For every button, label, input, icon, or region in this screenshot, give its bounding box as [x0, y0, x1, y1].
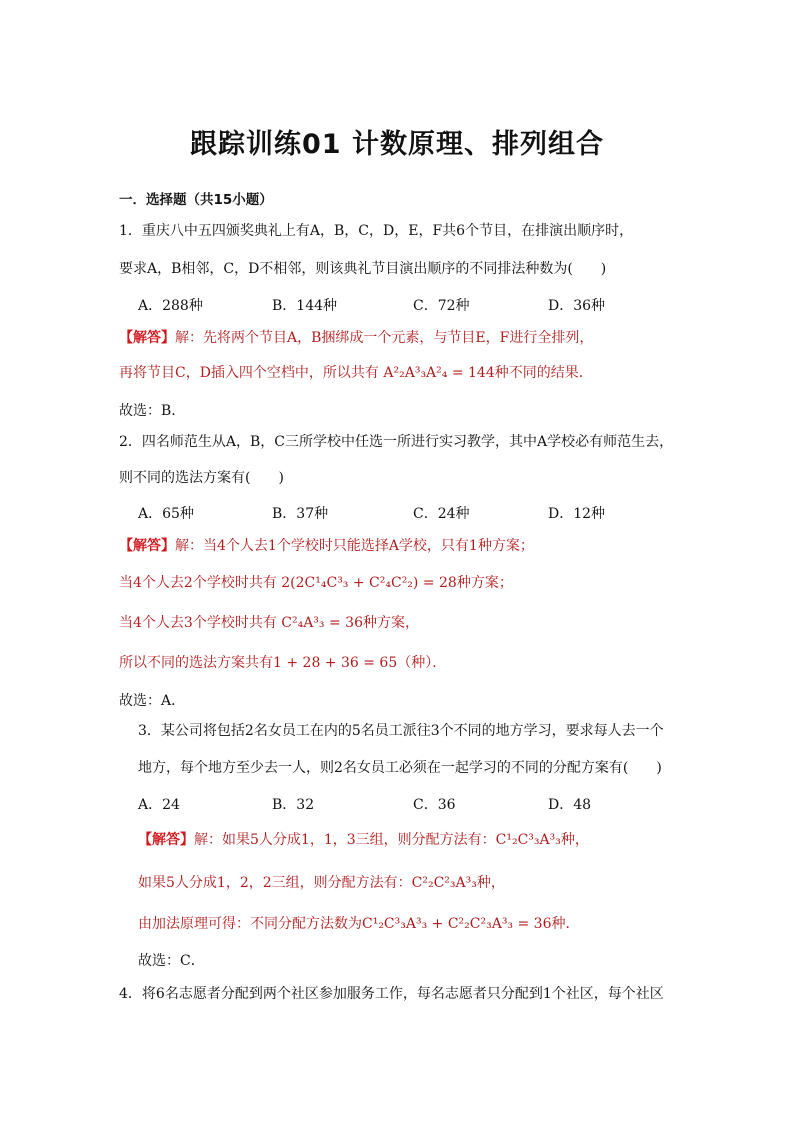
question-1-option-c: C．72种: [413, 298, 470, 314]
question-2-line-2: 则不同的选法方案有( ): [119, 470, 284, 486]
solution-text: 解：先将两个节目A，B捆绑成一个元素，与节目E，F进行全排列，: [175, 330, 594, 346]
question-3-solution-line-3: 由加法原理可得：不同分配方法数为C¹₂C³₃A³₃ + C²₂C²₃A³₃ = 36种．: [138, 916, 580, 932]
question-2-solution-line-3: 当4个人去3个学校时共有 C²₄A³₃ = 36种方案，: [119, 615, 419, 631]
question-2-solution-line-2: 当4个人去2个学校时共有 2(2C¹₄C³₃ + C²₄C²₂) = 28种方案；: [119, 575, 513, 591]
question-1-line-2: 要求A，B相邻，C，D不相邻，则该典礼节目演出顺序的不同排法种数为( ): [119, 261, 607, 277]
solution-tag: 【解答】: [138, 832, 194, 848]
question-1-answer: 故选：B．: [119, 403, 186, 419]
question-1-solution-line-1: [119, 327, 593, 347]
question-3-solution-line-1: [138, 829, 589, 849]
question-4-line-1: 4．将6名志愿者分配到两个社区参加服务工作，每名志愿者只分配到1个社区，每个社区: [119, 986, 664, 1002]
question-2-solution-line-1: [119, 535, 534, 555]
question-2-option-c: C．24种: [413, 506, 470, 522]
question-1-option-d: D．36种: [548, 298, 606, 314]
solution-text: 解：如果5人分成1，1，3三组，则分配方法有：C¹₂C³₃A³₃种，: [194, 832, 589, 848]
question-2-option-a: A．65种: [138, 506, 194, 522]
question-3-line-2: 地方，每个地方至少去一人，则2名女员工必须在一起学习的不同的分配方案有( ): [138, 760, 662, 776]
question-3-option-a: A．24: [138, 797, 180, 813]
question-2-answer: 故选：A．: [119, 693, 186, 709]
solution-tag: 【解答】: [119, 330, 175, 346]
question-3-line-1: 3．某公司将包括2名女员工在内的5名员工派往3个不同的地方学习，要求每人去一个: [138, 723, 664, 739]
question-1-solution-line-2: 再将节目C，D插入四个空档中，所以共有 A²₂A³₃A²₄ = 144种不同的结果．: [119, 365, 593, 381]
question-3-option-d: D．48: [548, 797, 592, 813]
page-title: 跟踪训练01 计数原理、排列组合: [190, 129, 604, 160]
question-3-option-c: C．36: [413, 797, 456, 813]
solution-text: 解：当4个人去1个学校时只能选择A学校，只有1种方案；: [175, 538, 534, 554]
solution-tag: 【解答】: [119, 538, 175, 554]
question-2-option-d: D．12种: [548, 506, 606, 522]
question-2-solution-line-4: 所以不同的选法方案共有1 + 28 + 36 = 65（种）．: [119, 655, 447, 671]
question-1-option-a: A．288种: [138, 298, 203, 314]
question-1-line-1: 1．重庆八中五四颁奖典礼上有A，B，C，D，E，F共6个节目，在排演出顺序时，: [119, 223, 634, 239]
question-2-line-1: 2．四名师范生从A，B，C三所学校中任选一所进行实习教学，其中A学校必有师范生去，: [119, 434, 674, 450]
question-2-option-b: B．37种: [272, 506, 329, 522]
question-3-solution-line-2: 如果5人分成1，2，2三组，则分配方法有：C²₂C²₃A³₃种，: [138, 875, 505, 891]
question-1-option-b: B．144种: [272, 298, 338, 314]
question-3-answer: 故选：C．: [138, 953, 205, 969]
question-3-option-b: B．32: [272, 797, 315, 813]
section-heading: 一．选择题（共15小题）: [119, 192, 273, 208]
